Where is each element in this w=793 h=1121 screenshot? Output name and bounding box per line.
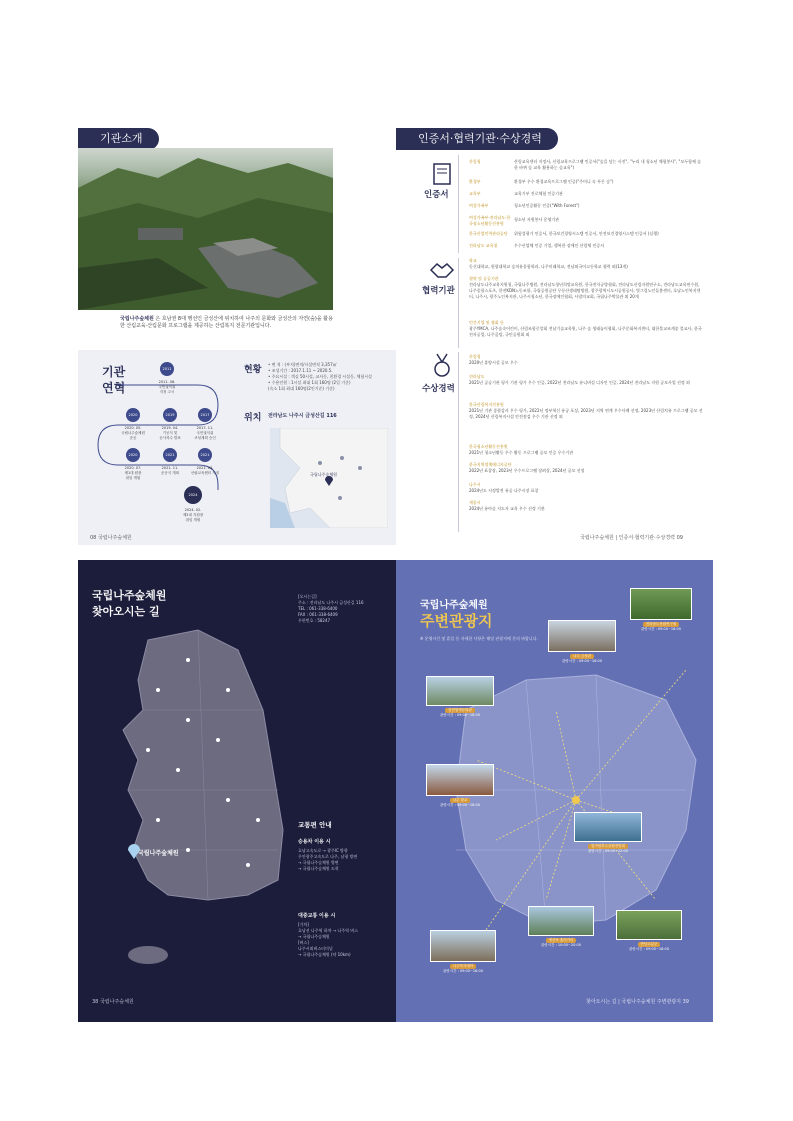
spot-photo [430, 930, 496, 962]
page-number: 38 국립나주숲체원 [92, 999, 134, 1005]
spot-photo [574, 812, 642, 842]
spot-tag: 영산포 홍어거리 관람시간 : 10:00~20:00 [540, 938, 582, 947]
photo-caption: 은 호남권 8대 행선인 금성산에 위치하여 나주의 문화와 금성산의 자연(숲)을 활용한 산림교육·산림문화 프로그램을 제공하는 산림복지 전문기관입니다. [120, 316, 333, 329]
korea-map-illustration [88, 620, 298, 990]
timeline-pin: 2020 [126, 448, 140, 462]
timeline-event: 2020. 07. 제1대 원장 취임 개원 [124, 466, 142, 480]
location-map [270, 428, 388, 528]
spot-photo [630, 588, 692, 620]
status-lines: • 면 적 : (부지)면적/시설면적 3,357㎡ • 조성기간 : 2017.1.11 ~ 2020.5. • 주요시설 : 객실 50시설, 교사동, 친환경 시설동, 체험시설 • 수용인원 : 1시설 최대 1회 160명 (2일 기준) (숙소 1회 최대 160명(2인기준) 기준) [268, 362, 372, 391]
history-panel [78, 350, 396, 545]
timeline-event: 2024. 02. 제2대 지원장 취임 개원 [182, 508, 204, 522]
timeline-event: 2011. 08. 국민권익위 지정 고시 [158, 380, 176, 394]
spot-tag: 나주 금성관 관람시간 : 09:00~18:00 [561, 654, 603, 663]
timeline-event: 2021. 11. 준공식 개최 [160, 466, 180, 475]
region-map-illustration [270, 428, 388, 528]
spot-photo [426, 676, 494, 706]
coop-list: 학교 동신대학교, 원광대학교 숲치유융합학과, 나주미래학교, 전남외국어고등학교 협력 외(13개) 협약 및 공공기관 전라남도나주교육지원청, 국립나주병원, 전라남도청년희망교육원, 한국전자공방협회, 전라남도산림자원연구소, 전라남도교육연수원, 나주종합스포츠, 한전KDN노동조합, 국립공원공단 무등산생태탐방원, 광주광역시도시공원공사, 빛그림노인돌봄센터, 호남노인복지센터, 나주시, 광주노인복지관, 나주시청소년, 한국장애인협회, 사랑의교회, 국립나주박물관 외 20개 민간기업 및 협회 등 광주YMCA, 나주숲속어린이, 산림조합중앙회 전남기술교육원, 나주 숲 생태놀이협회, 나주문화복지센터, 대한불교조계종 불교사, 한국전자공업, 나주곰탕, 국민공원회 외 [458, 258, 708, 348]
timeline-pin: 2021 [198, 448, 212, 462]
header-badge-cert: 인증서·협력기관·수상경력 [396, 128, 558, 150]
timeline-pin: 2011 [160, 362, 174, 376]
timeline-pin: 2020 [126, 408, 140, 422]
timeline-pin: 2019 [163, 408, 177, 422]
tourism-title-2: 주변관광지 [420, 612, 493, 630]
photo-caption-title: 국립나주숲체원 [120, 316, 154, 322]
timeline-pin: 2021 [163, 448, 177, 462]
timeline-event: 2021. 03. 산림교육센터 지정 [190, 466, 220, 475]
bus-lines: [기차] 호남선 나주역 하차 → 나주역 버스 → 국립나주숲체원 [버스] 나주시외버스터미널 → 국립나주숲체원 (약 10km) [298, 922, 358, 957]
timeline-event: 2017. 11. 국민권익위 조성계획 승인 [194, 426, 216, 440]
award-list: 산림청 2020년 휴양시설 공모 우수 전라남도 2021년 공공기관 평가 기관 평가 우수 인증, 2022년 전라남도 유니버설 디자인 인증, 2024년 전라남도 지원 공모사업 선정 외 한국산림복지진흥원 2021년 기관 종합감사 우수 평가, 2022년 정부혁신 유공 포상, 2023년 지역 연계 우수사례 선정, 2023년 산림치유 프로그램 공모 선정, 2024년 산림복지시설 안전점검 우수 기관 선정 외 한국청소년활동진흥원 2021년 청소년활동 우수 활동 프로그램 공모 인증 우수기관 한국지역정책에너지공단 2022년 표창장, 2023년 우수프로그램 장려상, 2024년 공모 선정 나주시 2024년도 시정발전 유공 나주시장 표창 세종시 2024년 유아숲 지도자 교육 우수 선정 기관 [458, 352, 708, 532]
mountain-illustration [78, 148, 333, 310]
timeline-event: 2020. 05. 국립나주숲체원 준공 [121, 426, 145, 440]
header-badge-intro: 기관소개 [78, 128, 159, 150]
page-number: 08 국립나주숲체원 [90, 535, 132, 541]
bus-title: 대중교통 이용 시 [298, 913, 336, 919]
tourism-title-1: 국립나주숲체원 [420, 600, 488, 611]
medal-icon [428, 352, 456, 380]
center-aerial-photo [78, 148, 333, 310]
award-title: 수상경력 [422, 384, 455, 394]
handshake-icon [428, 256, 456, 284]
spot-tag: 나주 향교 관람시간 : 09:00~18:00 [439, 798, 481, 807]
spot-tag: 나주목사내아 관람시간 : 09:00~18:00 [442, 964, 484, 973]
tourism-subtitle: ※ 운영시간 및 휴일 등 자세한 사항은 해당 관광지에 문의 바랍니다. [420, 636, 538, 641]
history-title: 기관 연혁 [102, 365, 126, 395]
directions-page [78, 560, 396, 1022]
spot-photo [426, 764, 494, 796]
cert-title: 인증서 [424, 190, 449, 200]
car-title: 승용차 이용 시 [298, 839, 331, 845]
traffic-title: 교통편 안내 [298, 821, 332, 829]
spot-tag: 천연염색문화관 관람시간 : 09:00~18:00 [439, 708, 481, 717]
timeline-pin: 2017 [198, 408, 212, 422]
tourism-page [396, 560, 713, 1022]
spot-tag: 전라남도산림연구원 관람시간 : 09:00~18:00 [640, 622, 682, 631]
car-lines: 호남고속도로 → 광주IC 방향 무안광주고속도로 나주, 남평 방면 → 국립나주숲체원 방면 → 국립나주숲체원 도착 [298, 848, 358, 871]
spot-photo [616, 910, 682, 940]
spot-tag: 빛가람호수공원전망대 관람시간 : 09:00~22:00 [587, 844, 629, 853]
location-label: 위치 [244, 413, 262, 423]
coop-title: 협력기관 [422, 286, 455, 296]
timeline-event: 2019. 04. 기공식 및 공사착수 발표 [159, 426, 181, 440]
cert-table: 산림청 산림교육센터 지정서, 산림교육프로그램 인증서("숲을 담는 사진", "누리 내 청소년 체험봉사", "모두함께 숲 한 바퀴 숲 교육 활용하는 숲교육") 환경부 환경부 우수 환경교육프로그램 인증("주머니 속 푸른 숲") 교육부 교육기부 진로체험 인증기관 여성가족부 청소년인증활동 인증("With Forest") 여성가족부·전라남도·한국청소년활동진흥원 청소년 자원봉사 운영기관 한국산업인력관리공단 위험성평가 인증서, 한국보건경영시스템 인증서, 안전보건경영시스템 인증서 (실행) 전라남도 교육청 우수산업체 인증 기업, 행복한 장애인 산림체 인증서 [458, 155, 708, 253]
spot-photo [548, 620, 616, 652]
location-text: 전라남도 나주시 금성산길 116 [268, 413, 337, 419]
timeline-pin: 2024 [184, 486, 202, 504]
status-label: 현황 [244, 365, 262, 375]
map-label: 국립나주숲체원 [138, 850, 179, 857]
certificate-icon [428, 160, 456, 188]
page-number: 국립나주숲체원 | 인증서·협력기관·수상경력 09 [580, 535, 683, 541]
map-label: 국립나주숲체원 [310, 472, 338, 477]
spot-photo [528, 906, 594, 936]
address-block: [오시는길] 주소 : 전라남도 나주시 금성산길 116 TEL : 061-338-6400 FAX : 061-338-6409 우편번호 : 58247 [298, 594, 364, 623]
directions-title: 국립나주숲체원 찾아오시는 길 [92, 589, 167, 618]
spot-tag: 반남고분군 관람시간 : 09:00~18:00 [628, 942, 670, 951]
page-number: 찾아오시는 길 | 국립나주숲체원 주변관광지 39 [586, 999, 689, 1005]
